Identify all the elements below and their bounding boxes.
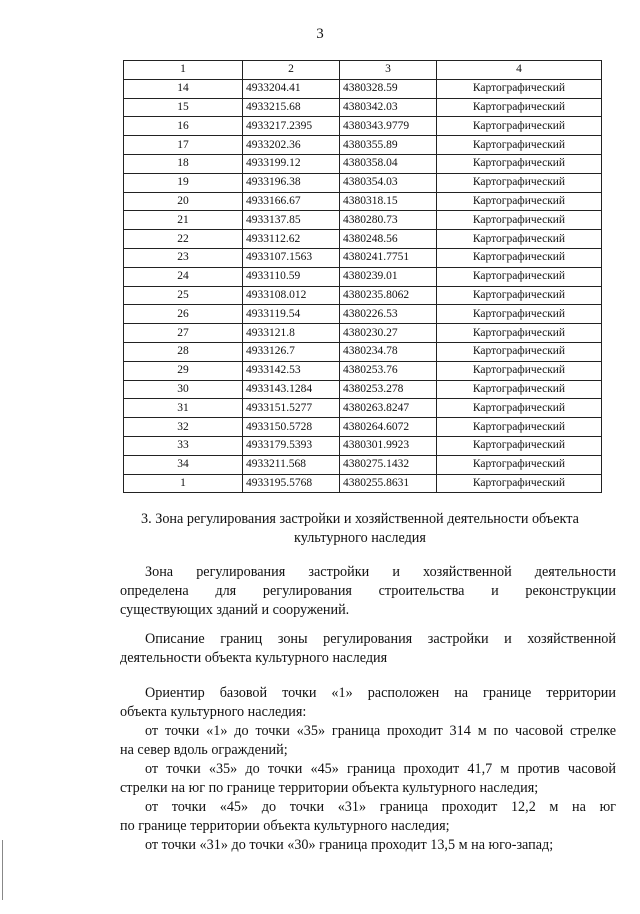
table-row bbox=[124, 230, 602, 249]
paragraph-segment-45-31 bbox=[120, 798, 616, 836]
scan-edge-mark bbox=[2, 840, 6, 900]
page-number: 3 bbox=[316, 26, 324, 42]
y-coordinate-cell: 4380264.6072 bbox=[340, 418, 437, 437]
column-header-y: 3 bbox=[340, 61, 437, 80]
table-header-row bbox=[124, 61, 602, 80]
x-coordinate-cell: 4933204.41 bbox=[243, 79, 340, 98]
y-coordinate-cell: 4380255.8631 bbox=[340, 474, 437, 493]
paragraph-segment-35-45 bbox=[120, 760, 616, 798]
point-number-cell: 31 bbox=[124, 399, 243, 418]
paragraph-line: Зона регулирования застройки и хозяйственной деятельности bbox=[145, 564, 616, 580]
point-number-cell: 20 bbox=[124, 192, 243, 211]
x-coordinate-cell: 4933202.36 bbox=[243, 136, 340, 155]
point-number-cell: 15 bbox=[124, 98, 243, 117]
table-row bbox=[124, 79, 602, 98]
paragraph-line: от точки «45» до точки «31» граница проходит 12,2 м на юг bbox=[145, 799, 616, 815]
y-coordinate-cell: 4380239.01 bbox=[340, 267, 437, 286]
method-cell: Картографический bbox=[437, 324, 602, 343]
table-row bbox=[124, 380, 602, 399]
method-cell: Картографический bbox=[437, 305, 602, 324]
y-coordinate-cell: 4380301.9923 bbox=[340, 436, 437, 455]
paragraph-segment-31-30 bbox=[120, 836, 616, 855]
point-number-cell: 23 bbox=[124, 248, 243, 267]
paragraph-line: стрелки на юг по границе территории объекта культурного наследия; bbox=[120, 780, 539, 796]
point-number-cell: 1 bbox=[124, 474, 243, 493]
x-coordinate-cell: 4933112.62 bbox=[243, 230, 340, 249]
y-coordinate-cell: 4380226.53 bbox=[340, 305, 437, 324]
table-row bbox=[124, 136, 602, 155]
point-number-cell: 19 bbox=[124, 173, 243, 192]
point-number-cell: 33 bbox=[124, 436, 243, 455]
paragraph-line: определена для регулирования строительства и реконструкции bbox=[120, 583, 616, 599]
paragraph-line: от точки «35» до точки «45» граница проходит 41,7 м против часовой bbox=[145, 761, 616, 777]
table-row bbox=[124, 286, 602, 305]
method-cell: Картографический bbox=[437, 267, 602, 286]
y-coordinate-cell: 4380318.15 bbox=[340, 192, 437, 211]
paragraph-base-point bbox=[120, 684, 616, 722]
table-row bbox=[124, 305, 602, 324]
x-coordinate-cell: 4933217.2395 bbox=[243, 117, 340, 136]
x-coordinate-cell: 4933119.54 bbox=[243, 305, 340, 324]
method-cell: Картографический bbox=[437, 117, 602, 136]
paragraph-line: Описание границ зоны регулирования застройки и хозяйственной bbox=[145, 631, 616, 647]
column-header-x: 2 bbox=[243, 61, 340, 80]
method-cell: Картографический bbox=[437, 79, 602, 98]
point-number-cell: 32 bbox=[124, 418, 243, 437]
table-row bbox=[124, 342, 602, 361]
method-cell: Картографический bbox=[437, 380, 602, 399]
point-number-cell: 22 bbox=[124, 230, 243, 249]
x-coordinate-cell: 4933107.1563 bbox=[243, 248, 340, 267]
x-coordinate-cell: 4933121.8 bbox=[243, 324, 340, 343]
y-coordinate-cell: 4380354.03 bbox=[340, 173, 437, 192]
table-row bbox=[124, 474, 602, 493]
table-row bbox=[124, 117, 602, 136]
x-coordinate-cell: 4933108.012 bbox=[243, 286, 340, 305]
column-header-point: 1 bbox=[124, 61, 243, 80]
x-coordinate-cell: 4933211.568 bbox=[243, 455, 340, 474]
table-row bbox=[124, 267, 602, 286]
x-coordinate-cell: 4933195.5768 bbox=[243, 474, 340, 493]
paragraph-line: на север вдоль ограждений; bbox=[120, 742, 288, 758]
y-coordinate-cell: 4380234.78 bbox=[340, 342, 437, 361]
section-heading-line: 3. Зона регулирования застройки и хозяйственной деятельности объекта bbox=[141, 511, 579, 527]
table-row bbox=[124, 324, 602, 343]
method-cell: Картографический bbox=[437, 436, 602, 455]
paragraph-line: от точки «31» до точки «30» граница проходит 13,5 м на юго-запад; bbox=[145, 837, 554, 853]
x-coordinate-cell: 4933166.67 bbox=[243, 192, 340, 211]
table-row bbox=[124, 98, 602, 117]
method-cell: Картографический bbox=[437, 361, 602, 380]
point-number-cell: 28 bbox=[124, 342, 243, 361]
method-cell: Картографический bbox=[437, 154, 602, 173]
table-body bbox=[124, 79, 602, 493]
method-cell: Картографический bbox=[437, 248, 602, 267]
x-coordinate-cell: 4933143.1284 bbox=[243, 380, 340, 399]
x-coordinate-cell: 4933137.85 bbox=[243, 211, 340, 230]
paragraph-line: существующих зданий и сооружений. bbox=[120, 602, 350, 618]
method-cell: Картографический bbox=[437, 230, 602, 249]
table-row bbox=[124, 154, 602, 173]
y-coordinate-cell: 4380328.59 bbox=[340, 79, 437, 98]
paragraph-segment-1-35 bbox=[120, 722, 616, 760]
paragraph-line: Ориентир базовой точки «1» расположен на границе территории bbox=[145, 685, 616, 701]
y-coordinate-cell: 4380230.27 bbox=[340, 324, 437, 343]
table-row bbox=[124, 418, 602, 437]
y-coordinate-cell: 4380253.76 bbox=[340, 361, 437, 380]
table-row bbox=[124, 436, 602, 455]
method-cell: Картографический bbox=[437, 211, 602, 230]
method-cell: Картографический bbox=[437, 173, 602, 192]
column-header-method: 4 bbox=[437, 61, 602, 80]
x-coordinate-cell: 4933179.5393 bbox=[243, 436, 340, 455]
x-coordinate-cell: 4933110.59 bbox=[243, 267, 340, 286]
coordinates-table bbox=[123, 60, 602, 493]
point-number-cell: 18 bbox=[124, 154, 243, 173]
table-row bbox=[124, 399, 602, 418]
paragraph-zone-purpose bbox=[120, 563, 616, 620]
method-cell: Картографический bbox=[437, 399, 602, 418]
point-number-cell: 16 bbox=[124, 117, 243, 136]
method-cell: Картографический bbox=[437, 98, 602, 117]
y-coordinate-cell: 4380280.73 bbox=[340, 211, 437, 230]
x-coordinate-cell: 4933126.7 bbox=[243, 342, 340, 361]
x-coordinate-cell: 4933215.68 bbox=[243, 98, 340, 117]
paragraph-boundary-description bbox=[120, 630, 616, 668]
y-coordinate-cell: 4380241.7751 bbox=[340, 248, 437, 267]
table-row bbox=[124, 361, 602, 380]
x-coordinate-cell: 4933150.5728 bbox=[243, 418, 340, 437]
table-row bbox=[124, 211, 602, 230]
y-coordinate-cell: 4380355.89 bbox=[340, 136, 437, 155]
x-coordinate-cell: 4933199.12 bbox=[243, 154, 340, 173]
y-coordinate-cell: 4380343.9779 bbox=[340, 117, 437, 136]
x-coordinate-cell: 4933151.5277 bbox=[243, 399, 340, 418]
point-number-cell: 34 bbox=[124, 455, 243, 474]
point-number-cell: 26 bbox=[124, 305, 243, 324]
method-cell: Картографический bbox=[437, 192, 602, 211]
method-cell: Картографический bbox=[437, 342, 602, 361]
point-number-cell: 24 bbox=[124, 267, 243, 286]
y-coordinate-cell: 4380263.8247 bbox=[340, 399, 437, 418]
point-number-cell: 27 bbox=[124, 324, 243, 343]
paragraph-line: от точки «1» до точки «35» граница проходит 314 м по часовой стрелке bbox=[145, 723, 616, 739]
point-number-cell: 30 bbox=[124, 380, 243, 399]
table-row bbox=[124, 173, 602, 192]
y-coordinate-cell: 4380248.56 bbox=[340, 230, 437, 249]
table-row bbox=[124, 192, 602, 211]
point-number-cell: 25 bbox=[124, 286, 243, 305]
y-coordinate-cell: 4380253.278 bbox=[340, 380, 437, 399]
x-coordinate-cell: 4933196.38 bbox=[243, 173, 340, 192]
method-cell: Картографический bbox=[437, 136, 602, 155]
table-row bbox=[124, 248, 602, 267]
point-number-cell: 17 bbox=[124, 136, 243, 155]
method-cell: Картографический bbox=[437, 455, 602, 474]
paragraph-line: по границе территории объекта культурного наследия; bbox=[120, 818, 450, 834]
point-number-cell: 21 bbox=[124, 211, 243, 230]
y-coordinate-cell: 4380358.04 bbox=[340, 154, 437, 173]
section-heading bbox=[100, 510, 620, 548]
method-cell: Картографический bbox=[437, 418, 602, 437]
paragraph-line: деятельности объекта культурного наследия bbox=[120, 650, 388, 666]
y-coordinate-cell: 4380342.03 bbox=[340, 98, 437, 117]
y-coordinate-cell: 4380235.8062 bbox=[340, 286, 437, 305]
paragraph-line: объекта культурного наследия: bbox=[120, 704, 307, 720]
method-cell: Картографический bbox=[437, 286, 602, 305]
point-number-cell: 14 bbox=[124, 79, 243, 98]
method-cell: Картографический bbox=[437, 474, 602, 493]
y-coordinate-cell: 4380275.1432 bbox=[340, 455, 437, 474]
x-coordinate-cell: 4933142.53 bbox=[243, 361, 340, 380]
point-number-cell: 29 bbox=[124, 361, 243, 380]
section-heading-line: культурного наследия bbox=[294, 530, 426, 546]
table-row bbox=[124, 455, 602, 474]
